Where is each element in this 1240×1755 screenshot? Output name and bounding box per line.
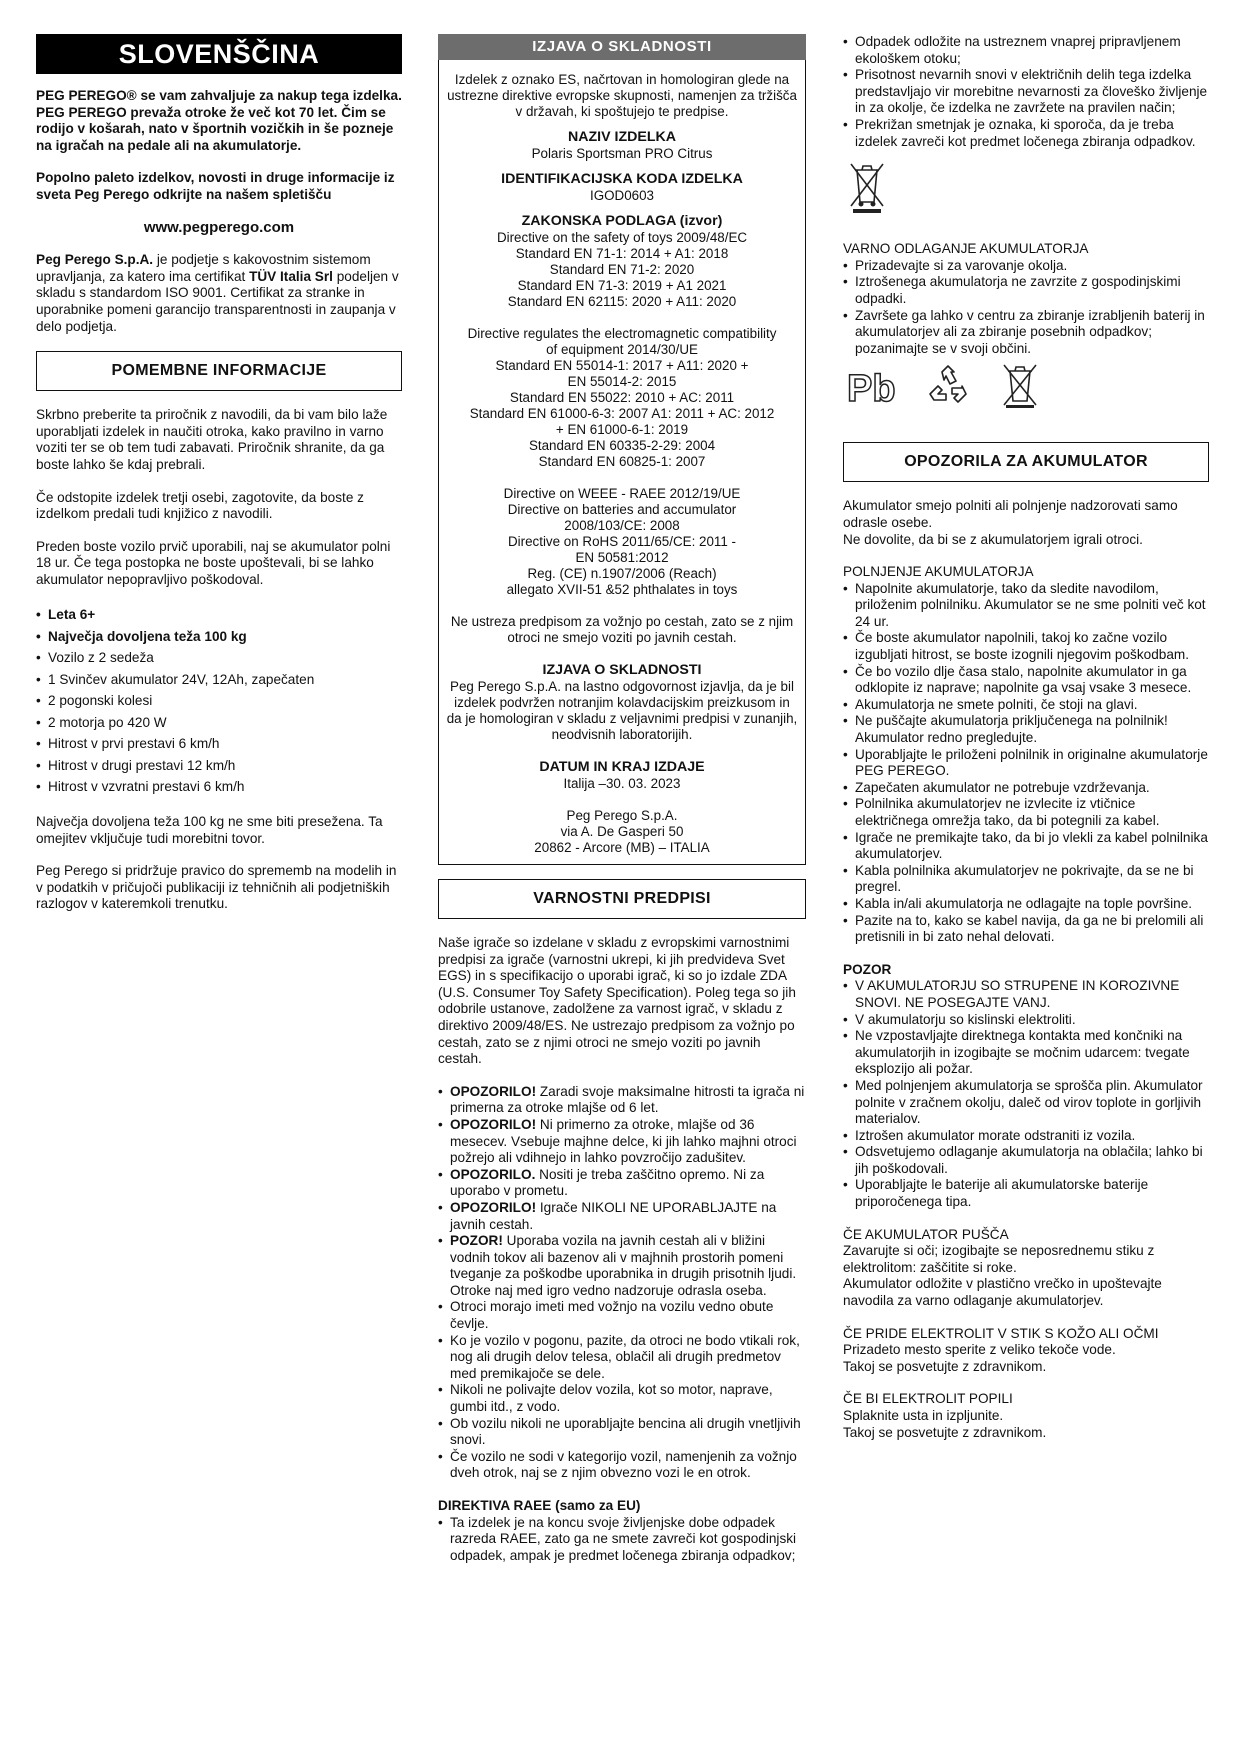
directive-line: Standard EN 71-1: 2014 + A1: 2018 [515,246,729,261]
warning-item: • OPOZORILO! Zaradi svoje maksimalne hitrosti ta igrača ni primerna za otroke mlajše od 6 let. [438,1084,806,1117]
directive-line: Directive on RoHS 2011/65/CE: 2011 - [507,534,736,549]
leak-text [843,1243,1209,1309]
directive-line: EN 50581:2012 [575,550,669,565]
raee-heading: DIREKTIVA RAEE (samo za EU) [438,1498,641,1513]
directive-line: Standard EN 55014-1: 2017 + A11: 2020 + [495,358,749,373]
declaration-intro: Izdelek z oznako ES, načrtovan in homologiran glede na ustrezne direktive evropske skupnosti, namenjen za tržišča v državah, ki spoštujejo te predpise. [447,72,797,119]
spec-item: • 2 pogonski kolesi [36,690,402,712]
skin-line: Prizadeto mesto sperite z veliko tekoče vode. [843,1342,1116,1358]
charging-item: • Akumulatorja ne smete polniti, če stoji na glavi. [843,697,1209,714]
disposal-icons [847,363,1209,414]
charging-list [843,581,1209,946]
warning-item: • Ko je vozilo v pogonu, pazite, da otroci ne bodo vtikali rok, nog ali drugih delov telesa, oblačil ali drugih predmetov med premikajoče se dele. [438,1333,806,1383]
charging-heading: POLNJENJE AKUMULATORJA [843,564,1034,580]
spec-item: • Hitrost v prvi prestavi 6 km/h [36,733,402,755]
raee-item: • Prekrižan smetnjak je oznaka, ki sporoča, da je treba izdelek zavreči kot predmet ločenega zbiranja odpadkov. [843,117,1209,150]
caution-heading: POZOR [843,961,892,977]
disposal-item: • Prizadevajte si za varovanje okolja. [843,258,1209,275]
caution-item: • V AKUMULATORJU SO STRUPENE IN KOROZIVNE SNOVI. NE POSEGAJTE VANJ. [843,978,1209,1011]
charging-item: • Če boste akumulator napolnili, takoj ko začne vozilo izgubljati hitrost, se boste izognili njegovim poškodbam. [843,630,1209,663]
website-link[interactable]: www.pegperego.com [143,218,295,236]
max-weight-note: Največja dovoljena teža 100 kg ne sme biti presežena. Ta omejitev vključuje tudi morebitni tovor. [36,813,383,846]
skin-heading: ČE PRIDE ELEKTROLIT V STIK S KOŽO ALI OČMI [843,1325,1159,1341]
raee-item: • Prisotnost nevarnih snovi v električnih delih tega izdelka predstavljajo vir morebitne nevarnosti za človeško življenje in za okolje, če izdelka ne zavržete na pravilen način; [843,67,1209,117]
battery-intro-line: Akumulator smejo polniti ali polnjenje nadzorovati samo odrasle osebe. [843,498,1178,530]
product-name: Polaris Sportsman PRO Citrus [531,146,713,161]
disposal-heading: VARNO ODLAGANJE AKUMULATORJA [843,241,1089,257]
charging-item: • Zapečaten akumulator ne potrebuje vzdrževanja. [843,780,1209,797]
company-text: Peg Perego S.p.A. je podjetje s kakovostnim sistemom upravljanja, za katero ima certifikat TÜV Italia Srl podeljen v skladu s standardom ISO 9001. Certifikat za stranke in uporabnike pomeni garancijo transparentnosti in zaupanja v delo podjetja. [36,252,399,334]
charging-item: • Uporabljajte le priloženi polnilnik in originalne akumulatorje PEG PEREGO. [843,747,1209,780]
directive-line: Standard EN 55022: 2010 + AC: 2011 [509,390,735,405]
caution-list [843,978,1209,1210]
directive-line: EN 55014-2: 2015 [567,374,677,389]
caution-item: • Iztrošen akumulator morate odstraniti iz vozila. [843,1128,1209,1145]
directive-line: allegato XVII-51 &52 phthalates in toys [506,582,738,597]
address-line: via A. De Gasperi 50 [560,824,684,839]
column-2 [438,34,806,1564]
charging-item: • Kabla in/ali akumulatorja ne odlagajte na tople površine. [843,896,1209,913]
recycle-icon [926,364,970,413]
specs-list [36,604,402,798]
battery-intro-line: Ne dovolite, da bi se z akumulatorjem igrali otroci. [843,531,1143,547]
swallow-line: Splaknite usta in izpljunite. [843,1408,1004,1423]
directive-line: Directive on the safety of toys 2009/48/EC [496,230,748,245]
warning-item: • OPOZORILO. Nositi je treba zaščitno opremo. Ni za uporabo v prometu. [438,1167,806,1200]
other-directives [445,486,799,598]
battery-warnings-heading: OPOZORILA ZA AKUMULATOR [843,442,1209,482]
toys-directive [445,230,799,310]
swallow-text [843,1408,1209,1441]
directive-line: 2008/103/CE: 2008 [564,518,680,533]
warning-item: • Če vozilo ne sodi v kategorijo vozil, namenjenih za vožnjo dveh otrok, naj se z njim obvezno vozi le en otrok. [438,1449,806,1482]
declaration-box [438,60,806,865]
range-text: Popolno paleto izdelkov, novosti in druge informacije iz sveta Peg Perego odkrijte na našem spletišču [36,170,395,202]
address-line: Peg Perego S.p.A. [566,808,678,823]
product-name-label: NAZIV IZDELKA [568,129,676,145]
spec-item: • Vozilo z 2 sedeža [36,647,402,669]
directive-line: of equipment 2014/30/UE [546,342,698,357]
disposal-list [843,258,1209,358]
spec-item: • 2 motorja po 420 W [36,712,402,734]
charging-item: • Ne puščajte akumulatorja priključenega na polnilnik! Akumulator redno pregledujte. [843,713,1209,746]
date-value: Italija –30. 03. 2023 [563,776,681,791]
charging-item: • Polnilnika akumulatorjev ne izvlecite iz vtičnice električnega omrežja tako, da bi potegnili za kabel. [843,796,1209,829]
leak-line: Akumulator odložite v plastično vrečko in upoštevajte navodila za varno odlaganje akumulatorjev. [843,1276,1162,1309]
skin-line: Takoj se posvetujte z zdravnikom. [843,1358,1047,1374]
spec-item: • 1 Svinčev akumulator 24V, 12Ah, zapečaten [36,669,402,691]
intro-text: PEG PEREGO® se vam zahvaljuje za nakup tega izdelka. PEG PEREGO prevaža otroke že več kot 70 let. Čim se rodijo v košarah, nato v športnih vozičkih in še pozneje na igračah na pedale ali na akumulatorje. [36,88,402,153]
important-info-heading: POMEMBNE INFORMACIJE [36,351,402,391]
warning-item: • Nikoli ne polivajte delov vozila, kot so motor, naprave, gumbi itd., z vodo. [438,1382,806,1415]
raee-list-continued [843,34,1209,150]
disposal-item: • Završete ga lahko v centru za zbiranje izrabljenih baterij in akumulatorjev ali za zbiranje posebnih odpadkov; pozanimajte se v svoji občini. [843,308,1209,358]
product-code: IGOD0603 [589,188,654,203]
directive-line: Reg. (CE) n.1907/2006 (Reach) [527,566,717,581]
warning-item: • OPOZORILO! Igrače NIKOLI NE UPORABLJAJTE na javnih cestah. [438,1200,806,1233]
warning-item: • POZOR! Uporaba vozila na javnih cestah ali v bližini vodnih tokov ali bazenov ali v majhnih prostorih pomeni tveganje za poškodbe uporabnika in drugih prisotnih ljudi. Otroke naj med igro vedno nadzoruje odrasla oseba. [438,1233,806,1299]
charging-item: • Kabla polnilnika akumulatorjev ne pokrivajte, da se ne bi pregrel. [843,863,1209,896]
column-3 [843,34,1209,1441]
warning-item: • Ob vozilu nikoli ne uporabljajte bencina ali drugih vnetljivih snovi. [438,1416,806,1449]
spec-item: • Leta 6+ [36,604,402,626]
directive-line: Standard EN 62115: 2020 + A11: 2020 [507,294,737,309]
safety-intro: Naše igrače so izdelane v skladu z evropskimi varnostnimi predpisi za igrače (varnostni ukrepi, ki jih predvideva Svet EGS) in s specifikacijo o uporabi igrač, ki so jo izdale ZDA (U.S. Consumer Toy Safety Specification). Poleg tega so jih odobrile ustanove, zadolžene za varnost igrač, v skladu z direktivo 2009/48/ES. Ne ustrezajo predpisom za vožnjo po cestah, zato se z njimi otroci ne smejo voziti po javnih cestah. [438,935,796,1067]
directive-line: Directive on batteries and accumulator [507,502,737,517]
company-address [445,808,799,856]
raee-item: • Ta izdelek je na koncu svoje življenjske dobe odpadek razreda RAEE, zato ga ne smete zavreči kot gospodinjski odpadek, ampak je predmet ločenega zbiranja odpadkov; [438,1515,806,1565]
spec-item: • Hitrost v drugi prestavi 12 km/h [36,755,402,777]
spec-item: • Največja dovoljena teža 100 kg [36,626,402,648]
charging-item: • Igrače ne premikajte tako, da bi jo vlekli za kabel polnilnika akumulatorjev. [843,830,1209,863]
warning-item: • OPOZORILO! Ni primerno za otroke, mlajše od 36 mesecev. Vsebuje majhne delce, ki jih lahko majhni otroci požrejo ali vdihnejo in lahko povzročijo zadušitev. [438,1117,806,1167]
skin-text [843,1342,1209,1375]
address-line: 20862 - Arcore (MB) – ITALIA [534,840,710,855]
caution-item: • Odsvetujemo odlaganje akumulatorja na oblačila; lahko bi jih poškodovali. [843,1144,1209,1177]
conformity-label: IZJAVA O SKLADNOSTI [542,662,702,678]
swallow-line: Takoj se posvetujte z zdravnikom. [843,1424,1047,1440]
conformity-text: Peg Perego S.p.A. na lastno odgovornost izjavlja, da je bil izdelek podvržen notranjim kolavdacijskim preizkusom in da je homologiran v skladu z veljavnimi predpisi v zunanjih, neodvisnih laboratorijih. [446,679,798,742]
caution-item: • Ne vzpostavljajte direktnega kontakta med končniki na akumulatorjih in izogibajte se močnim udarcem: tvegate eksplozijo ali požar. [843,1028,1209,1078]
directive-line: Standard EN 71-3: 2019 + A1 2021 [517,278,727,293]
caution-item: • Med polnjenjem akumulatorja se sprošča plin. Akumulator polnite v zračnem okolju, daleč od virov toplote in gorljivih materialov. [843,1078,1209,1128]
charging-item: • Če bo vozilo dlje časa stalo, napolnite akumulator in ga odklopite iz naprave; napolnite ga vsaj vsake 3 mesece. [843,664,1209,697]
directive-line: Directive on WEEE - RAEE 2012/19/UE [503,486,741,501]
caution-item: • V akumulatorju so kislinski elektroliti. [843,1012,1209,1029]
crossed-bin-icon [847,160,1209,219]
raee-item: • Odpadek odložite na ustreznem vnaprej pripravljenem ekološkem otoku; [843,34,1209,67]
road-note: Ne ustreza predpisom za vožnjo po cestah, zato se z njim otroci ne smejo voziti po javnih cestah. [450,614,794,645]
swallow-heading: ČE BI ELEKTROLIT POPILI [843,1391,1013,1407]
directive-line: Directive regulates the electromagnetic compatibility [467,326,777,341]
emc-directive [445,326,799,470]
safety-heading: VARNOSTNI PREDPISI [438,879,806,919]
warning-item: • Otroci morajo imeti med vožnjo na vozilu vedno obute čevlje. [438,1299,806,1332]
charging-item: • Pazite na to, kako se kabel navija, da ga ne bi prelomili ali pretisnili in bi zato nehal delovati. [843,913,1209,946]
important-paragraph: Skrbno preberite ta priročnik z navodili, da bi vam bilo laže uporabljati izdelek in naučiti otroka, kako pravilno in varno voziti ter se ob tem tudi zabavati. Priročnik shranite, da ga boste lahko še kdaj prebrali. [36,407,388,472]
warnings-list [438,1084,806,1482]
directive-line: Standard EN 60825-1: 2007 [538,454,706,469]
rights-note: Peg Perego si pridržuje pravico do sprememb na modelih in v podatkih v pričujoči publikaciji iz tehničnih ali podjetniških razlogov v kateremkoli trenutku. [36,863,397,912]
lead-pb-icon: Pb [847,367,896,410]
spec-item: • Hitrost v vzvratni prestavi 6 km/h [36,776,402,798]
raee-list [438,1515,806,1565]
battery-intro [843,498,1209,548]
important-paragraph: Če odstopite izdelek tretji osebi, zagotovite, da boste z izdelkom predali tudi knjižico z navodili. [36,489,364,522]
disposal-item: • Iztrošenega akumulatorja ne zavrzite z gospodinjskimi odpadki. [843,274,1209,307]
important-paragraph: Preden boste vozilo prvič uporabili, naj se akumulator polni 18 ur. Če tega postopka ne boste upoštevali, bi se lahko akumulator nepopravljivo poškodoval. [36,538,391,587]
column-1 [36,34,402,913]
product-code-label: IDENTIFIKACIJSKA KODA IZDELKA [501,171,743,187]
leak-line: Zavarujte si oči; izogibajte se neposrednemu stiku z elektrolitom: zaščitite si roke. [843,1243,1155,1275]
leak-heading: ČE AKUMULATOR PUŠČA [843,1226,1009,1242]
charging-item: • Napolnite akumulatorje, tako da sledite navodilom, priloženim polnilniku. Akumulator se ne sme polniti več kot 24 ur. [843,581,1209,631]
caution-item: • Uporabljajte le baterije ali akumulatorske baterije priporočenega tipa. [843,1177,1209,1210]
directive-line: Standard EN 71-2: 2020 [549,262,695,277]
language-title: SLOVENŠČINA [36,34,402,74]
crossed-bin-small-icon [1000,363,1040,414]
declaration-heading: IZJAVA O SKLADNOSTI [438,34,806,60]
date-label: DATUM IN KRAJ IZDAJE [539,759,705,775]
directive-line: Standard EN 60335-2-29: 2004 [528,438,716,453]
directive-line: + EN 61000-6-1: 2019 [555,422,689,437]
directive-line: Standard EN 61000-6-3: 2007 A1: 2011 + AC: 2012 [469,406,775,421]
legal-basis-label: ZAKONSKA PODLAGA (izvor) [521,213,723,229]
